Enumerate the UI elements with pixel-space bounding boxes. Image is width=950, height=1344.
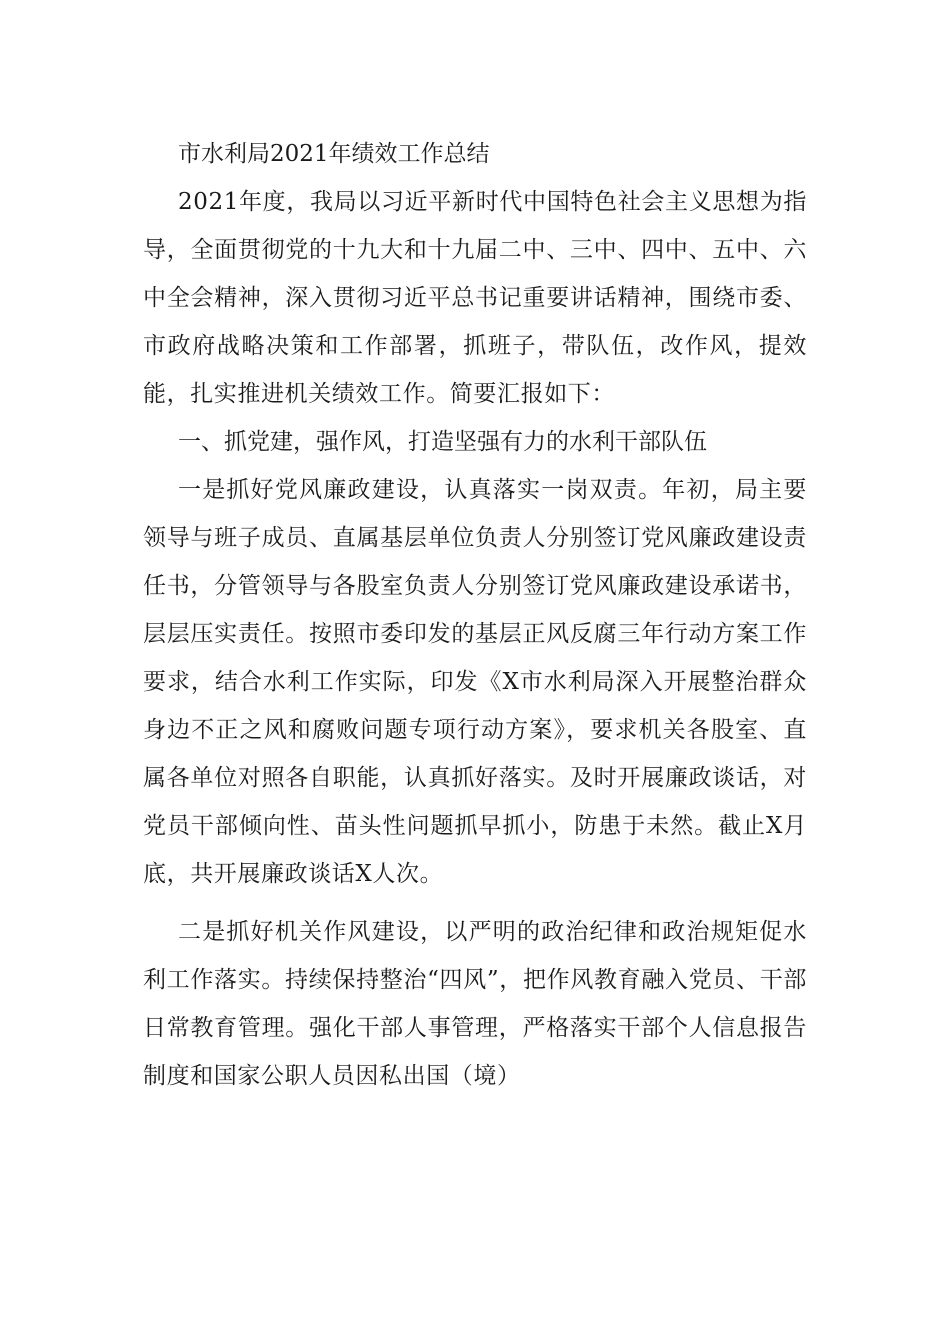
document-body xyxy=(143,130,807,1100)
document-title: 市水利局2021年绩效工作总结 xyxy=(178,141,490,167)
intro-paragraph: 2021年度，我局以习近平新时代中国特色社会主义思想为指导，全面贯彻党的十九大和十九届二中、三中、四中、五中、六中全会精神，深入贯彻习近平总书记重要讲话精神，围绕市委、市政府战略决策和工作部署，抓班子，带队伍，改作风，提效能，扎实推进机关绩效工作。简要汇报如下： xyxy=(143,189,807,407)
section-heading-1: 一、抓党建，强作风，打造坚强有力的水利干部队伍 xyxy=(178,429,707,455)
paragraph-2: 二是抓好机关作风建设，以严明的政治纪律和政治规矩促水利工作落实。持续保持整治“四风”，把作风教育融入党员、干部日常教育管理。强化干部人事管理，严格落实干部个人信息报告制度和国家公职人员因私出国（境） xyxy=(143,919,807,1089)
paragraph-1: 一是抓好党风廉政建设，认真落实一岗双责。年初，局主要领导与班子成员、直属基层单位负责人分别签订党风廉政建设责任书，分管领导与各股室负责人分别签订党风廉政建设承诺书，层层压实责任。按照市委印发的基层正风反腐三年行动方案工作要求，结合水利工作实际，印发《X市水利局深入开展整治群众身边不正之风和腐败问题专项行动方案》，要求机关各股室、直属各单位对照各自职能，认真抓好落实。及时开展廉政谈话，对党员干部倾向性、苗头性问题抓早抓小，防患于未然。截止X月底，共开展廉政谈话X人次。 xyxy=(143,477,807,887)
